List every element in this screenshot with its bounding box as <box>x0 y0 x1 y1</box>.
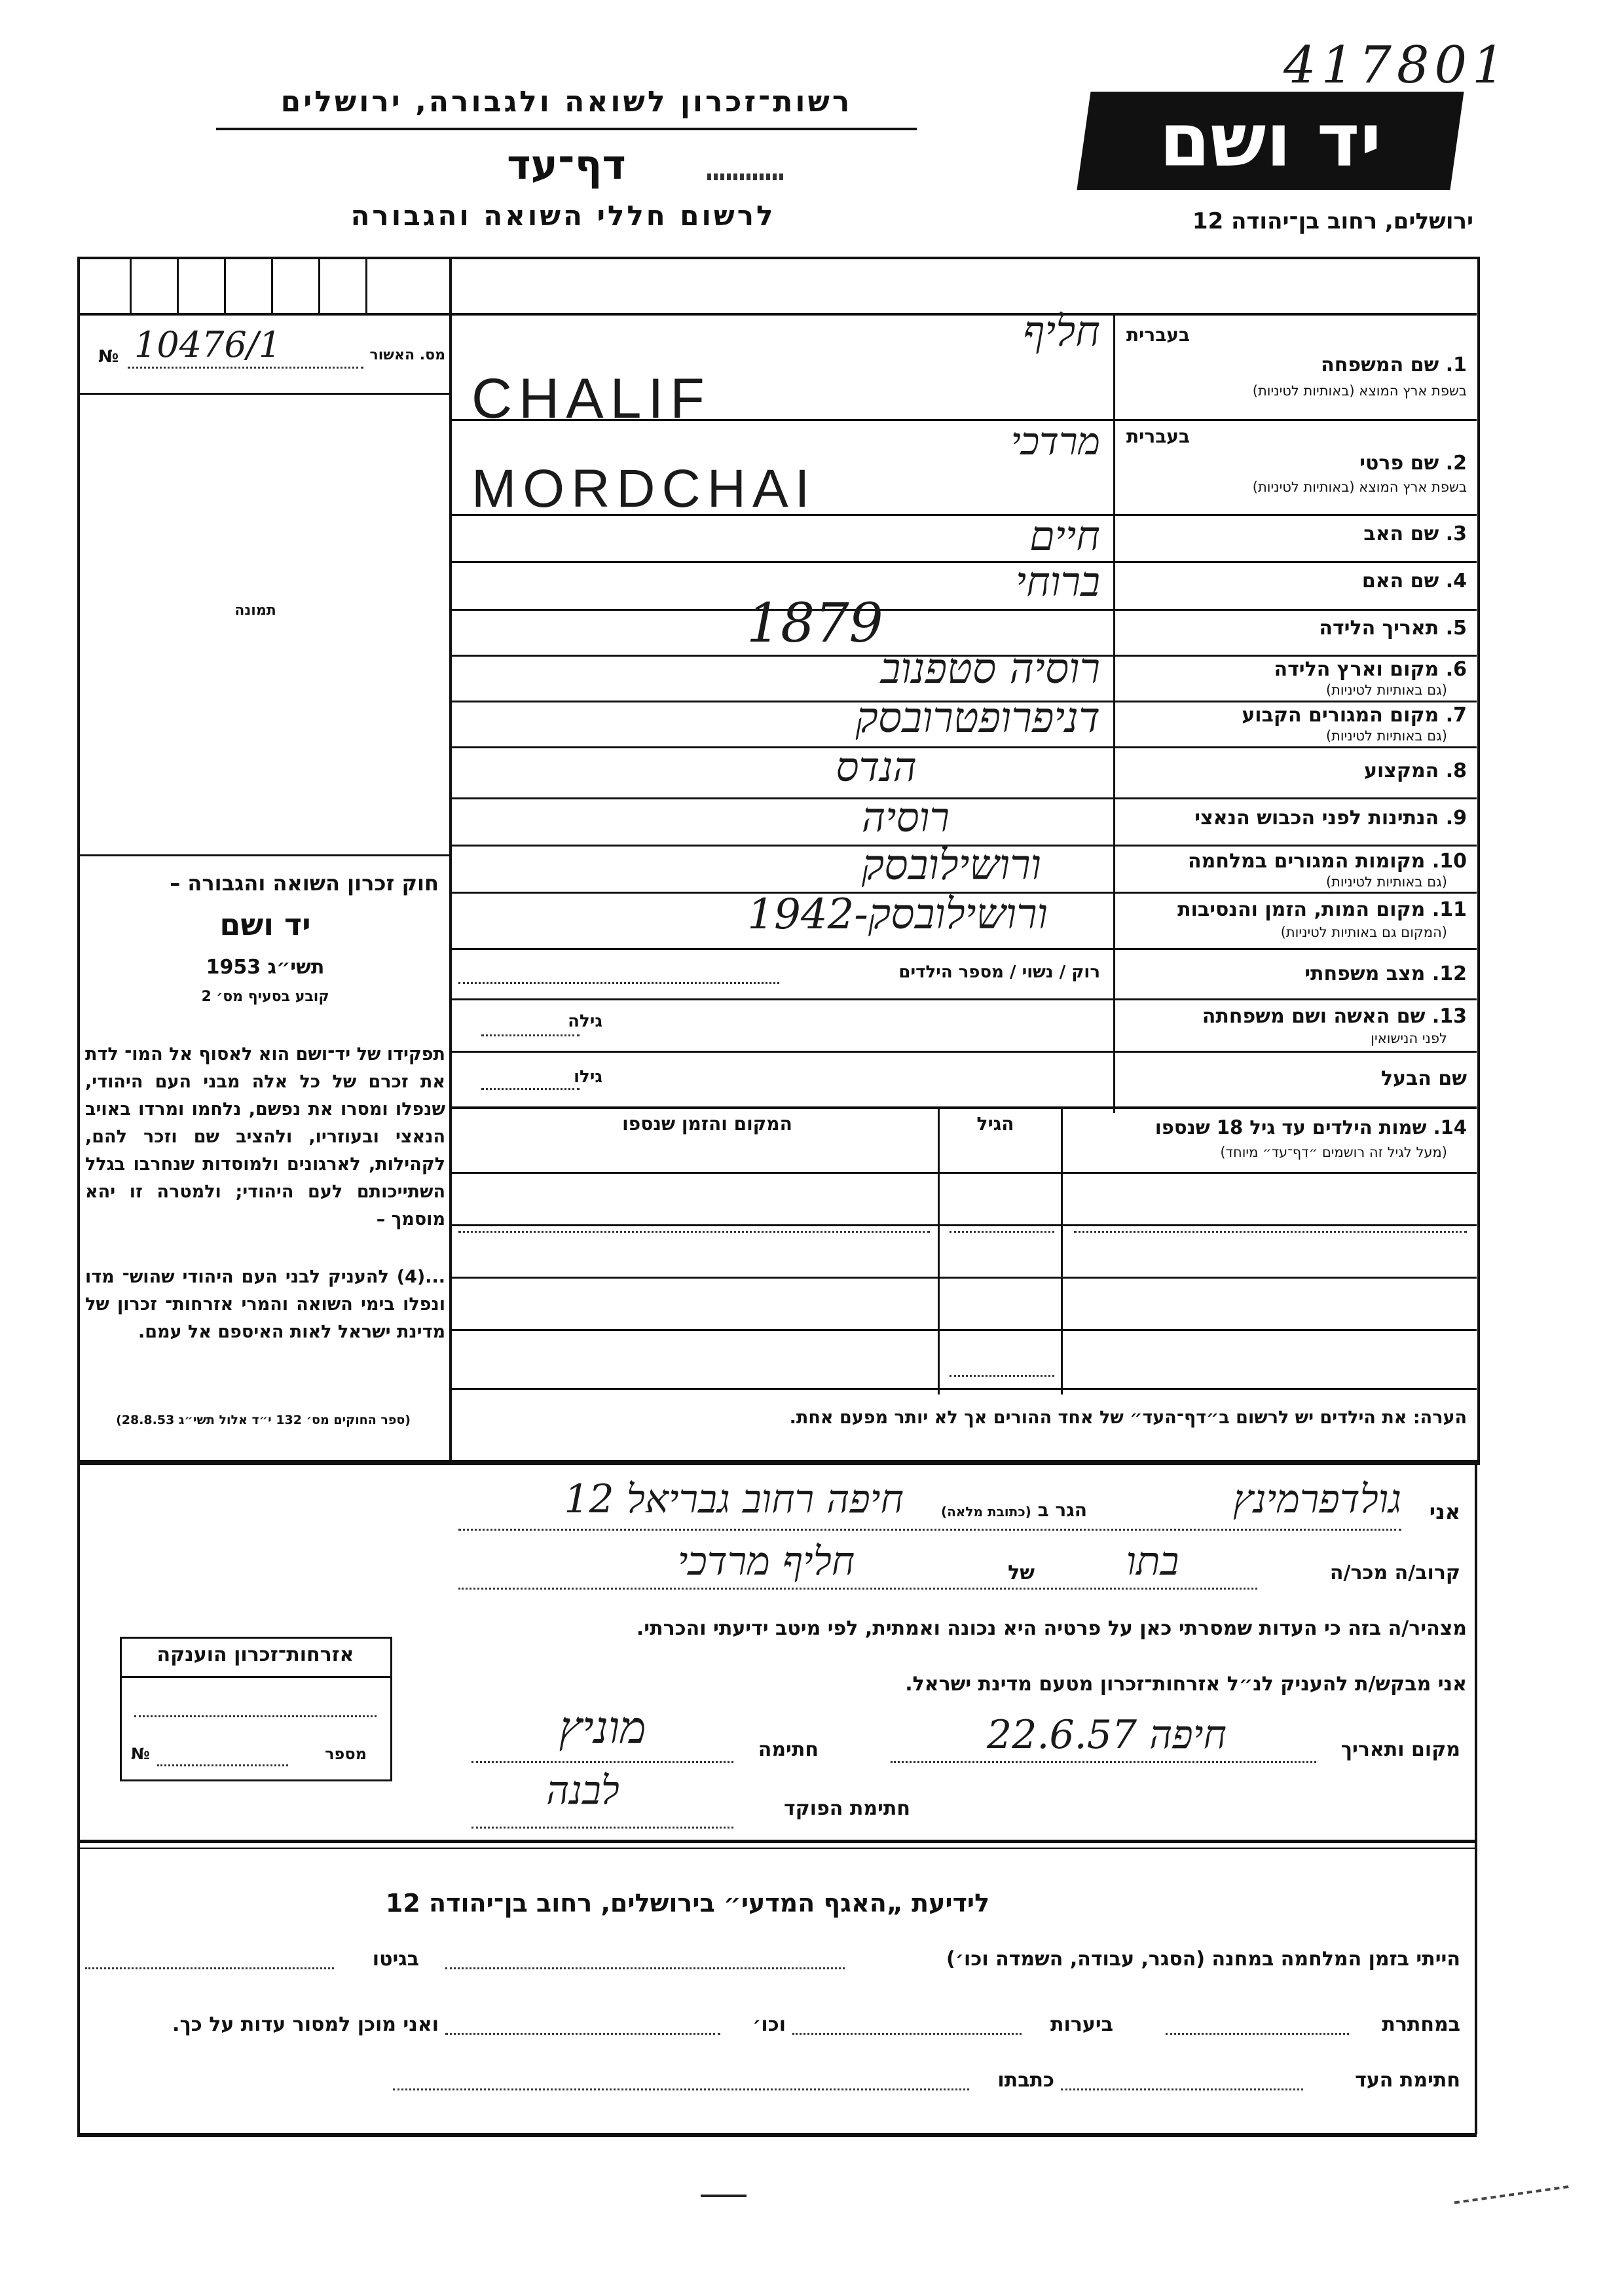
officer-signature: לבנה <box>546 1768 619 1813</box>
citizenship-number-label: מספר <box>325 1745 367 1763</box>
authority-name: רשות־זכרון לשואה ולגבורה, ירושלים <box>280 85 853 118</box>
field-2-label: 2. שם פרטי <box>1359 452 1467 475</box>
photo-label: תמונה <box>234 602 276 619</box>
field-2-value-he: מרדכי <box>1010 419 1100 464</box>
field-12-label: 12. מצב משפחתי <box>1304 962 1467 985</box>
field-5-label: 5. תאריך הלידה <box>1319 617 1467 640</box>
field-2-sub: בשפת ארץ המוצא (באותיות לטיניות) <box>1252 479 1467 495</box>
field-4-value: ברוחי <box>1015 558 1100 606</box>
declarant-name: גולדפרמינץ <box>1232 1476 1401 1522</box>
approval-number: 10476/1 <box>134 324 282 365</box>
field-3-value: חיים <box>1029 512 1100 560</box>
husband-label: שם הבעל <box>1380 1067 1467 1090</box>
approval-label: מס. האשור <box>369 347 445 363</box>
field-6-value: רוסיה סטפנוב <box>880 645 1100 693</box>
field-9-label: 9. הנתינות לפני הכבוש הנאצי <box>1194 807 1467 829</box>
field-13-sub: לפני הנישואין <box>1371 1030 1447 1046</box>
children-label: 14. שמות הילדים עד גיל 18 שנספו <box>1154 1116 1467 1139</box>
declarant-address: חיפה רחוב גבריאל 12 <box>564 1476 904 1522</box>
declaration-text: מצהיר/ה בזה כי העדות שמסרתי כאן על פרטיה היא נכונה ואמתית, לפי מיטב ידיעתי והכרתי. <box>636 1617 1467 1640</box>
declarant-ani: אני <box>1429 1499 1460 1524</box>
footer-line2-c: וכו׳ <box>752 2013 786 2036</box>
logo-text: יד ושם <box>1159 98 1382 183</box>
field-3-label: 3. שם האב <box>1363 522 1467 545</box>
relation-value: בתו <box>1126 1539 1179 1584</box>
children-note: הערה: את הילדים יש לרשום ב״דף־העד״ של אחד ההורים אך לא יותר מפעם אחת. <box>789 1408 1467 1428</box>
footer-line1-a: הייתי בזמן המלחמה במחנה (הסגר, עבודה, השמדה וכו׳) <box>946 1948 1460 1971</box>
wife-age-label: גילה <box>568 1011 602 1031</box>
signature-label: חתימה <box>758 1738 819 1761</box>
law-body: תפקידו של יד־ושם הוא לאסוף אל המו־ לדת את זכרם של כל אלה מבני העם היהודי, שנפלו ומסרו את נפשם, נלחמו ומרדו באויב הנאצי ובעוזריו, ולהציב שם וזכר להם, לקהילות, לארגונים ולמוסדות שנחרבו בגלל השתייכותם לעם היהודי; ולמטרה זו יהא מוסמך – <box>85 1044 445 1230</box>
field-1-value-he: חליף <box>1023 308 1100 356</box>
handwritten-file-number: 417801 <box>1283 36 1510 95</box>
husband-age-label: גילו <box>574 1067 602 1087</box>
field-8-value: הנדס <box>836 743 917 791</box>
place-date-value: חיפה 22.6.57 <box>987 1712 1227 1758</box>
footer-line2-a: במחתרת <box>1382 2013 1460 2036</box>
field-2-he-label: בעברית <box>1126 426 1190 447</box>
officer-label: חתימת הפוקד <box>784 1797 910 1820</box>
field-11-value: ורושילובסק-1942 <box>747 890 1048 939</box>
law-name: יד ושם <box>219 907 311 942</box>
field-11-sub: (המקום גם באותיות לטיניות) <box>1280 924 1447 940</box>
footer-title: לידיעת „האגף המדעי״ בירושלים, רחוב בן־יהודה 12 <box>385 1889 990 1918</box>
form-title: דף־עד <box>507 141 626 189</box>
place-date-label: מקום ותאריך <box>1340 1738 1460 1761</box>
relation-label: קרוב/ה מכר/ה <box>1329 1561 1460 1584</box>
scan-mark <box>701 2195 747 2197</box>
field-7-label: 7. מקום המגורים הקבוע <box>1242 704 1467 727</box>
children-age-col: הגיל <box>976 1113 1014 1135</box>
law-source: (ספר החוקים מס׳ 132 י״ד אלול תשי״ג 28.8.53) <box>116 1413 411 1427</box>
field-8-label: 8. המקצוע <box>1363 759 1467 782</box>
field-4-label: 4. שם האם <box>1361 570 1467 592</box>
field-6-label: 6. מקום וארץ הלידה <box>1274 658 1467 681</box>
field-10-sub: (גם באותיות לטיניות) <box>1325 874 1447 890</box>
law-clause: קובע בסעיף מס׳ 2 <box>201 989 329 1005</box>
footer-line3-a: חתימת העד <box>1355 2069 1460 2092</box>
field-12-status: רוק / נשוי / מספר הילדים <box>898 962 1100 982</box>
field-1-he-label: בעברית <box>1126 324 1190 346</box>
field-5-value: 1879 <box>747 592 883 655</box>
field-7-value: דניפרופטרובסק <box>855 694 1100 742</box>
field-1-value-latin: CHALIF <box>471 367 711 430</box>
form-number-smudge <box>707 173 786 180</box>
law-body-2: ...(4) להעניק לבני העם היהודי שהוש־ מדו ונפלו בימי השואה והמרי אזרחות־ זכרון של מדינת ישראל לאות האיספם אל עמם. <box>85 1267 445 1342</box>
address: ירושלים, רחוב בן־יהודה 12 <box>1192 208 1473 234</box>
children-sub: (מעל לגיל זה רושמים ״דף־עד״ מיוחד) <box>1220 1144 1447 1160</box>
form-subtitle: לרשום חללי השואה והגבורה <box>350 200 776 232</box>
field-7-sub: (גם באותיות לטיניות) <box>1325 728 1447 744</box>
footer-line2-d: ואני מוכן למסור עדות על כך. <box>172 2013 439 2036</box>
citizenship-no-label: № <box>131 1745 150 1763</box>
field-13-label: 13. שם האשה ושם משפחתה <box>1202 1005 1467 1028</box>
children-place-col: המקום והזמן שנספו <box>622 1113 792 1135</box>
citizenship-title: אזרחות־זכרון הוענקה <box>157 1643 354 1666</box>
field-2-value-latin: MORDCHAI <box>471 459 817 519</box>
of-name: חליף מרדכי <box>677 1539 855 1584</box>
law-year: תשי״ג 1953 <box>206 956 325 979</box>
footer-line2-b: ביערות <box>1050 2013 1113 2036</box>
field-10-label: 10. מקומות המגורים במלחמה <box>1188 850 1467 873</box>
signature-value: מוניץ <box>559 1702 646 1754</box>
field-11-label: 11. מקום המות, הזמן והנסיבות <box>1177 898 1467 921</box>
scan-mark <box>1454 2185 1572 2204</box>
field-6-sub: (גם באותיות לטיניות) <box>1325 682 1447 698</box>
yad-vashem-logo <box>1077 92 1464 190</box>
field-1-label: 1. שם המשפחה <box>1321 354 1467 376</box>
footer-line1-b: בגיטו <box>372 1948 419 1971</box>
approval-no-label: № <box>98 347 119 367</box>
footer-line3-b: כתבתו <box>997 2069 1054 2092</box>
resides-label: הגר ב (כתובת מלאה) <box>940 1499 1087 1521</box>
field-1-sub: בשפת ארץ המוצא (באותיות לטיניות) <box>1252 383 1467 399</box>
field-9-value: רוסיה <box>861 793 950 841</box>
of-label: של <box>1008 1561 1035 1584</box>
request-text: אני מבקש/ת להעניק לנ״ל אזרחות־זכרון מטעם מדינת ישראל. <box>905 1673 1467 1696</box>
field-10-value: ורושילובסק <box>861 841 1041 890</box>
law-title: חוק זכרון השואה והגבורה – <box>170 871 439 896</box>
